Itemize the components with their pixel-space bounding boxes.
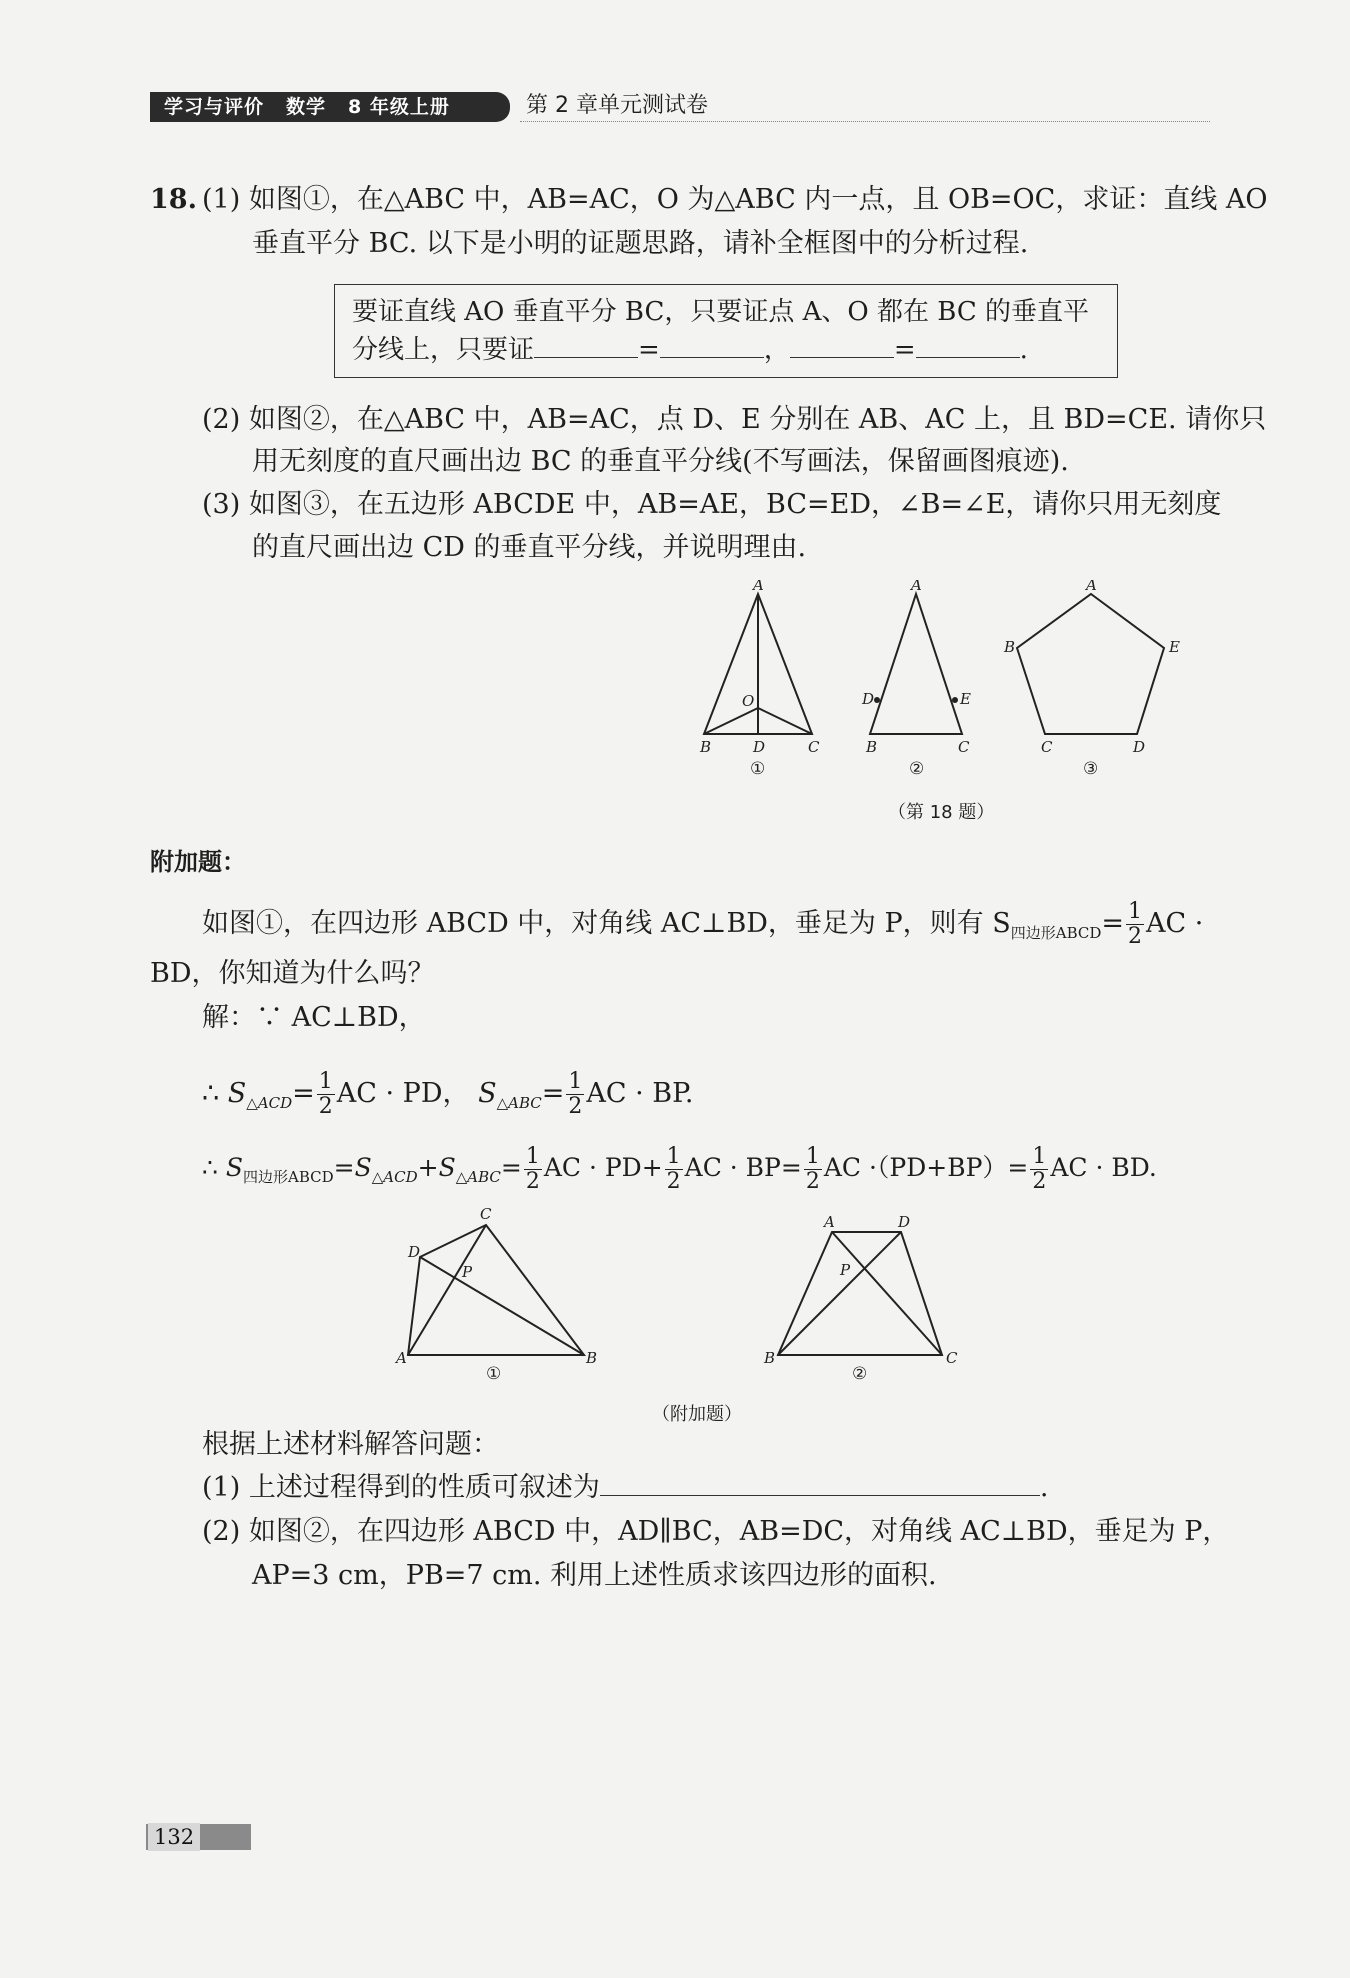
- q18-figure-caption: （第 18 题）: [888, 802, 995, 823]
- box-eq-1: =: [638, 335, 660, 365]
- figure-3-pentagon: [1017, 594, 1164, 734]
- fig1-label-o: O: [742, 692, 755, 710]
- extra-title: 附加题：: [150, 848, 246, 876]
- q18-part2-line1: (2) 如图②，在△ABC 中，AB=AC，点 D、E 分别在 AB、AC 上，且 BD=CE. 请你只: [202, 404, 1267, 435]
- efig1-number: ①: [486, 1364, 502, 1384]
- fig3-number: ③: [1083, 759, 1099, 779]
- fraction-half: $\frac{1}{2}$: [568, 1069, 583, 1119]
- efig1-label-b: B: [586, 1349, 598, 1367]
- extra-q1-text: (1) 上述过程得到的性质可叙述为: [202, 1472, 600, 1503]
- efig2-label-b: B: [764, 1349, 776, 1367]
- extra-intro-line1: [202, 900, 1203, 949]
- fig2-label-e: E: [960, 690, 971, 708]
- header-chapter: 第 2 章单元测试卷: [526, 93, 708, 118]
- extra-ask: 根据上述材料解答问题：: [202, 1429, 499, 1460]
- extra-figures: [380, 1205, 980, 1405]
- header-subject: 数学: [286, 96, 327, 118]
- box-line2: [352, 330, 1028, 370]
- fig2-label-a: A: [911, 580, 922, 594]
- box-period: .: [1019, 335, 1028, 365]
- fig1-label-b: B: [700, 738, 712, 756]
- fig3-label-e: E: [1169, 638, 1180, 656]
- answer-blank-property[interactable]: [600, 1469, 1040, 1496]
- box-eq-2: =: [893, 335, 916, 365]
- q18-part1-line1: (1) 如图①，在△ABC 中，AB=AC，O 为△ABC 内一点，且 OB=OC，求证：直线 AO: [202, 184, 1268, 215]
- fig3-label-c: C: [1041, 738, 1053, 756]
- efig2-label-p: P: [840, 1261, 851, 1279]
- efig2-label-a: A: [824, 1213, 835, 1231]
- fig3-label-d: D: [1133, 738, 1146, 756]
- extra-figure-2-trapezoid: [778, 1232, 942, 1355]
- extra-q2-line2: AP=3 cm，PB=7 cm. 利用上述性质求该四边形的面积.: [252, 1560, 937, 1591]
- efig1-label-c: C: [480, 1205, 492, 1223]
- extra-intro-text: 如图①，在四边形 ABCD 中，对角线 AC⊥BD，垂足为 P，则有 S: [202, 908, 1011, 939]
- fig2-label-d: D: [862, 690, 875, 708]
- fraction-half: $\frac{1}{2}$: [1128, 899, 1143, 949]
- extra-intro-ac: AC ·: [1146, 908, 1204, 939]
- extra-intro-line2: BD，你知道为什么吗？: [150, 958, 435, 989]
- extra-intro-sub: 四边形ABCD: [1010, 924, 1102, 942]
- figure-1-triangle-abo: [704, 594, 812, 734]
- fig2-point-e: [952, 697, 958, 703]
- fig2-point-d: [874, 697, 880, 703]
- figure-2-triangle-abc: [870, 594, 962, 734]
- box-comma: ，: [763, 335, 790, 365]
- header-rule: [520, 121, 1210, 122]
- efig2-label-d: D: [898, 1213, 911, 1231]
- header-tab: [150, 92, 510, 122]
- page-number: 132: [148, 1823, 200, 1851]
- q18-part3-line2: 的直尺画出边 CD 的垂直平分线，并说明理由.: [252, 532, 807, 563]
- fig3-label-b: B: [1004, 638, 1016, 656]
- fig1-label-a: A: [753, 580, 764, 594]
- efig1-label-p: P: [462, 1263, 473, 1281]
- efig2-number: ②: [852, 1364, 868, 1384]
- fig1-label-d: D: [753, 738, 766, 756]
- efig1-label-d: D: [408, 1243, 421, 1261]
- fraction-half: $\frac{1}{2}$: [318, 1069, 333, 1119]
- q18-part3-line1: (3) 如图③，在五边形 ABCDE 中，AB=AE，BC=ED，∠B=∠E，请你只用无刻度: [202, 489, 1222, 520]
- answer-blank-1[interactable]: [534, 331, 638, 358]
- efig2-label-c: C: [946, 1349, 958, 1367]
- extra-figure-1-quadrilateral: [408, 1225, 584, 1355]
- box-line2-text: 分线上，只要证: [352, 335, 535, 365]
- extra-q1: [202, 1468, 1048, 1508]
- solution-line3: ∴ $S_{四边形ABCD}=S_{\triangle ACD}+S_{\triangle ABC}=$ $\frac{1}{2}$ AC · PD+ $\frac{1}{2}$ AC · BP= $\frac{1}{2}$ AC ·（PD+BP）= $\frac{1}{2}$ AC · BD.: [202, 1144, 1157, 1194]
- extra-figure-caption: （附加题）: [652, 1404, 742, 1425]
- fig1-number: ①: [750, 759, 766, 779]
- fig3-label-a: A: [1086, 580, 1097, 594]
- fig2-label-c: C: [958, 738, 970, 756]
- q18-part2-line2: 用无刻度的直尺画出边 BC 的垂直平分线(不写画法，保留画图痕迹).: [252, 446, 1069, 477]
- efig1-label-a: A: [396, 1349, 407, 1367]
- answer-blank-3[interactable]: [790, 331, 894, 358]
- header-grade: 8 年级上册: [348, 96, 450, 118]
- extra-q2-line1: (2) 如图②，在四边形 ABCD 中，AD∥BC，AB=DC，对角线 AC⊥BD，垂足为 P，: [202, 1516, 1230, 1547]
- extra-intro-eq: =: [1101, 908, 1125, 939]
- fig2-number: ②: [909, 759, 925, 779]
- fig1-label-c: C: [808, 738, 820, 756]
- header-series: 学习与评价: [164, 96, 265, 118]
- q18-figures: [690, 580, 1210, 830]
- question-number: 18.: [150, 184, 197, 215]
- box-line1: 要证直线 AO 垂直平分 BC，只要证点 A、O 都在 BC 的垂直平: [352, 297, 1090, 327]
- solution-line2: ∴ $S_{\triangle ACD}=$ $\frac{1}{2}$ AC · PD， $S_{\triangle ABC}=$ $\frac{1}{2}$ AC · BP.: [202, 1069, 694, 1119]
- fig2-label-b: B: [866, 738, 878, 756]
- answer-blank-2[interactable]: [660, 331, 764, 358]
- extra-q1-period: .: [1039, 1472, 1049, 1503]
- solution-line1: 解：∵ AC⊥BD，: [202, 1002, 426, 1033]
- q18-part1-line2: 垂直平分 BC. 以下是小明的证题思路，请补全框图中的分析过程.: [252, 228, 1029, 259]
- answer-blank-4[interactable]: [916, 331, 1020, 358]
